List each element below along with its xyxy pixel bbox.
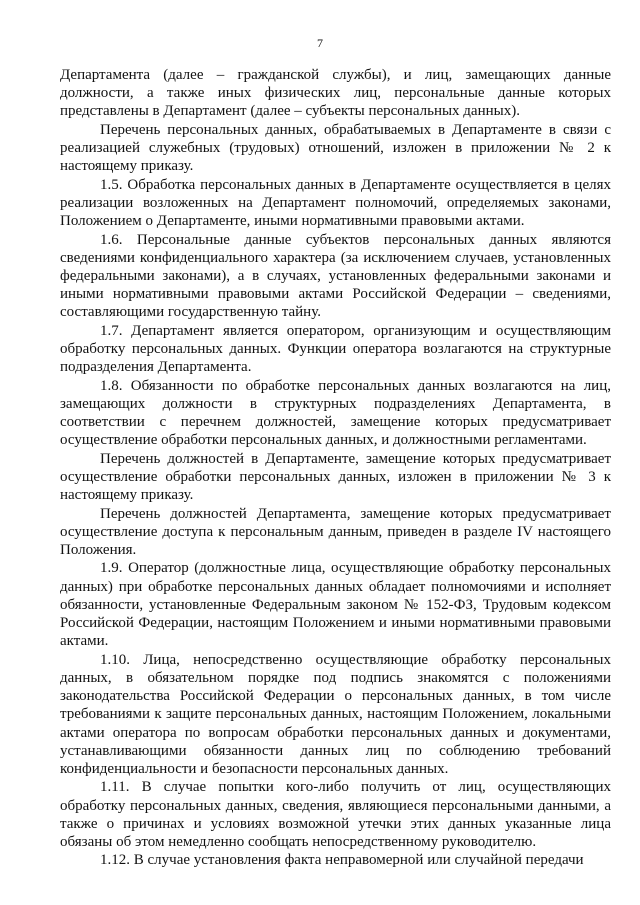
paragraph-1-5: 1.5. Обработка персональных данных в Департаменте осуществляется в целях реализации возложенных на Департамент полномочий, определяемых законами, Положением о Департаменте, иными нормативными правовыми актами. — [60, 176, 611, 230]
paragraph-continuation: Департамента (далее – гражданской службы), и лиц, замещающих данные должности, а также иных физических лиц, персональные данные которых представлены в Департамент (далее – субъекты персональных данных). — [60, 67, 611, 120]
paragraph-access-positions-list: Перечень должностей Департамента, замещение которых предусматривает осуществление доступа к персональным данным, приведен в разделе IV настоящего Положения. — [60, 505, 611, 559]
paragraph-1-11: 1.11. В случае попытки кого-либо получить от лиц, осуществляющих обработку персональных данных, сведения, являющиеся персональными данными, а также о причинах и условиях возможной утечки этих данных указанные лица обязаны об этом немедленно сообщать непосредственному руководителю. — [60, 779, 611, 851]
page-number: 7 — [317, 36, 323, 50]
paragraph-1-7: 1.7. Департамент является оператором, организующим и осуществляющим обработку персональных данных. Функции оператора возлагаются на структурные подразделения Департамента. — [60, 322, 611, 376]
document-body — [60, 66, 611, 870]
paragraph-1-6: 1.6. Персональные данные субъектов персональных данных являются сведениями конфиденциального характера (за исключением случаев, установленных федеральными законами), а в случаях, установленных федеральными законами и иными нормативными правовыми актами Российской Федерации – сведениями, составляющими государственную тайну. — [60, 231, 611, 321]
paragraph-1-9: 1.9. Оператор (должностные лица, осуществляющие обработку персональных данных) при обработке персональных данных обладает полномочиями и исполняет обязанности, установленные Федеральным законом № 152-ФЗ, Трудовым кодексом Российской Федерации, настоящим Положением и иными нормативными правовыми актами. — [60, 560, 611, 650]
paragraph-positions-list: Перечень должностей в Департаменте, замещение которых предусматривает осуществление обработки персональных данных, изложен в приложении № 3 к настоящему приказу. — [60, 450, 611, 504]
paragraph-1-10: 1.10. Лица, непосредственно осуществляющие обработку персональных данных, в обязательном порядке под подпись знакомятся с положениями законодательства Российской Федерации о персональных данных, в том числе требованиями к защите персональных данных, настоящим Положением, локальными актами оператора по вопросам обработки персональных данных и документами, устанавливающими обязанности данных лиц по соблюдению требований конфиденциальности и безопасности персональных данных. — [60, 651, 611, 777]
paragraph-1-8: 1.8. Обязанности по обработке персональных данных возлагаются на лиц, замещающих должности в структурных подразделениях Департамента, в соответствии с перечнем должностей, замещение которых предусматривает осуществление обработки персональных данных, и должностными регламентами. — [60, 377, 611, 449]
paragraph-personal-data-list: Перечень персональных данных, обрабатываемых в Департаменте в связи с реализацией служебных (трудовых) отношений, изложен в приложении № 2 к настоящему приказу. — [60, 121, 611, 175]
paragraph-1-12: 1.12. В случае установления факта неправомерной или случайной передачи — [100, 852, 584, 869]
